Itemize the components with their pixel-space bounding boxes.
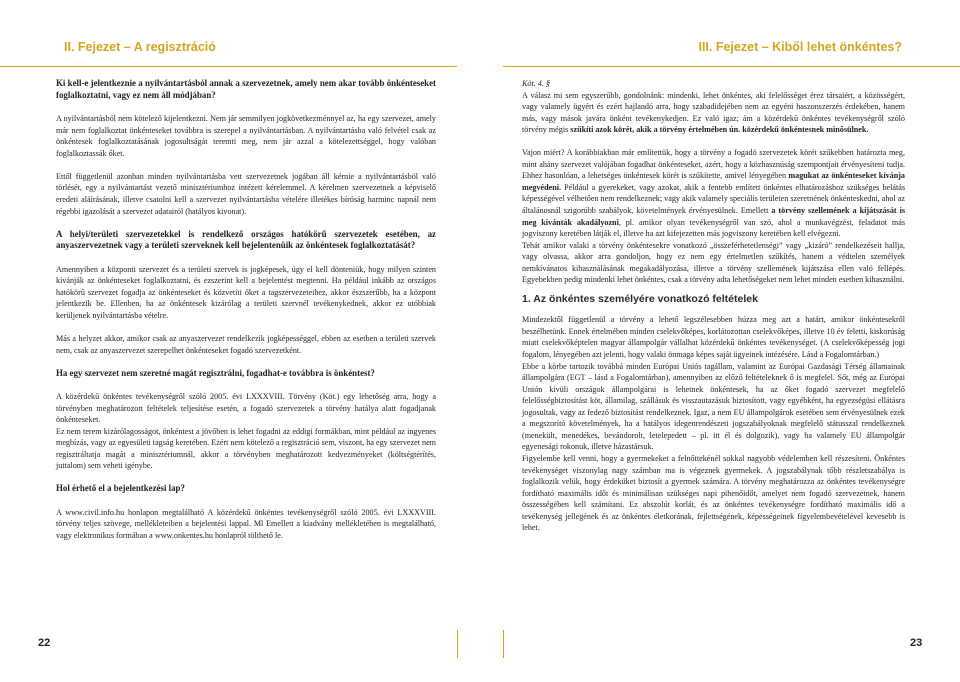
paragraph: Ebbe a körbe tartozik továbbá minden Európai Uniós tagállam, valamint az Európai Gazdasági Térség államainak állampolgára (EGT – lásd a Fogalomtárban), amennyiben az előző feltételeknek ő is megfelel. Sőt, még az Európai Unión kívüli országok állampolgárai is lehetnek önkéntesek, ha az őket fogadó szervezet megfelelő felelősségbiztosítást köt, államilag, szállásuk és visszautazásuk biztosított, vagy egyébként, ha egyezségüsi ellátásra jogosultak, vagy az fedező biztosítást rendelkeznek. Igaz, a nem EU állampolgárok esetében sem érvényesülnek ezek a megszorító követelmények, ha a hatályos idegenrendészeti jogszabályoknak megfelelő státusszal rendelkeznek (menekült, menedékes, bevándorolt, letelepedett – pl. itt él és dolgozik), vagy ha valamely EU állampolgár egyenesági rokonuk, illetve házastársuk.: [522, 361, 905, 452]
footer-rule-left: [457, 630, 458, 658]
paragraph: A nyilvántartásból nem kötelező kijelentkezni. Nem jár semmilyen jogkövetkezménnyel az, ha egy szervezet, amely már nem foglalkoztat önkénteseket továbbra is szerepel a nyilvántartásban. A nyilvántartásba való felvétel csak az önkéntesek foglalkoztatásának jogosultságát teremti meg, nem jár azzal a kötelezettséggel, hogy valóban foglalkoztassák őket.: [56, 114, 436, 158]
chapter-header-left: II. Fejezet – A regisztráció: [64, 40, 216, 54]
emphasis-text: szűkíti azok körét, akik a törvény értelmében ún. közérdekű önkéntesnek minősülnek.: [570, 125, 869, 135]
header-rule-left: [0, 66, 457, 67]
emphasis-text: a törvény szellemének a kijátszását is meg kívánták akadályozni: [522, 206, 905, 227]
paragraph-text: Vajon miért? A korábbiakban már említettük, hogy a törvény a fogadó szervezetek körét szűkebben határozta meg, mint ahány szervezet valójában fogadhat önkénteseket, azért, hogy a közhasznúság szempontjait érvényesíteni tudja. Ehhez hasonlóan, a lehetséges önkéntesek körét is szűkítette, amivel lényegében: [522, 148, 905, 181]
paragraph: Ez nem terem kizárólagosságot, önkéntest a jövőben is lehet fogadni az eddigi formákban, mint például az ingyenes megbízás, vagy az egyesületi tagság keretében. Ezért nem kötelező a regisztráció sem, viszont, ha egy szervezet nem regisztráltatja magát a minisztériumnál, akkor a törvényben meghatározott kedvezményeket (költségtérítés, juttalom) sem veheti igénybe.: [56, 426, 436, 471]
paragraph: [522, 147, 905, 239]
question-heading: Hol érhető el a bejelentkezési lap?: [56, 483, 185, 494]
page-number-left: 22: [38, 637, 51, 649]
chapter-header-right: III. Fejezet – Kiből lehet önkéntes?: [698, 40, 902, 54]
right-page-column: [522, 78, 905, 534]
paragraph: [522, 90, 905, 136]
question-heading: Ha egy szervezet nem szeretné magát regisztrálni, fogadhat-e továbbra is önkéntest?: [56, 367, 375, 378]
law-reference: Köt. 4. §: [522, 79, 550, 88]
paragraph: A közérdekű önkéntes tevékenységről szóló 2005. évi LXXXVIII. Törvény (Köt.) egy lehetőség arra, hogy a törvényben meghatározott feltételek teljesítése esetén, a fogadó szervezetek a törvény hatálya alatt fogadjanak önkénteseket.: [56, 392, 436, 425]
section-heading: 1. Az önkéntes személyére vonatkozó feltételek: [522, 292, 758, 305]
paragraph: Más a helyzet akkor, amikor csak az anyaszervezet rendelkezik jogképességgel, ebben az esetben a területi szervek nem, csak az anyaszervezet szerepelhet önkénteseket fogadó szervezetként.: [56, 334, 436, 355]
question-heading: Ki kell-e jelentkeznie a nyilvántartásból annak a szervezetnek, amely nem akar tovább önkénteseket foglalkoztatni, vagy ez nem áll módjában?: [56, 78, 436, 100]
paragraph: Amennyiben a központi szervezet és a területi szervek is jogképesek, úgy el kell dönteniük, hogy milyen szinten kívánják az önkénteseket foglalkoztatni, és ezszerint kell a bejelentést megtenni. Ha például inkább az országos hatókörű szervezet fogadja az önkénteseket és közvetíti őket a tagszervezeteihez, akkor észszerűbb, ha a központ jelentkezik be. Ellenben, ha az önkéntesek kizárólag a területi szervnél tevékenykednek, akkor ez utóbbiak kerüljenek nyilvántartásba vételre.: [56, 264, 436, 320]
emphasis-text: magukat az önkénteseket kívánja megvédeni.: [522, 171, 905, 192]
question-heading: A helyi/területi szervezetekkel is rendelkező országos hatókörű szervezetek esetében, az anyaszervezetnek vagy a területi szerveknek kell bejelentenüik az önkéntesek foglalkoztatását?: [56, 228, 436, 251]
paragraph: A www.civil.info.hu honlapon megtalálható A közérdekű önkéntes tevékenységről szóló 2005. évi LXXXVIII. törvény teljes szövege, mellékleteiben a bejelentési lappal. Ml Emellett a kiadvány mellékletében is megtalálható, vagy elektronikus formában a www.onkentes.hu honlapról tölthető le.: [56, 507, 436, 540]
paragraph-text: A válasz mi sem egyszerűbb, gondolnánk: mindenki, lehet önkéntes, aki felelősséget érez társaiért, a közösségért, vagy valamely ügyért és ezért hajlandó arra, hogy szabadidejében nem az egyéni haszonszerzés érdekében, hanem más, vagy mások javára önként tevékenykedjen. Ez való igaz; ám a közérdekű önkéntes tevékenységről szóló törvény mégis: [522, 90, 905, 135]
paragraph-text: Például a gyerekeket, vagy azokat, akik a fentebb említett önkéntes elhatározáshoz szükséges belátás képességével vélhetően nem rendelkeznek; vagy akik valamely speciális területen szeretnének önkénteskedni, ahol az általánosnál szigorúbb szabályok, követelmények érvényesülnek. Emellett: [522, 182, 906, 216]
paragraph: Mindezektől függetlenül a törvény a lehető legszélesebben húzza meg azt a határt, amikor önkéntesekről beszélhetünk. Ennek értelmében minden cselekvőképes, korlátozottan cselekvőképes, illetve 10 év feletti, kiskorúság miatt cselekvőképtelen magyar állampolgár vállalhat közérdekű önkéntes tevékenységet. (A cselekvőképesség jogi fogalom, lényegében azt jelenti, hogy valaki önmaga képes saját ügyeinek intézésére. Lásd a Fogalomtárban.): [522, 315, 905, 360]
paragraph: Figyelembe kell venni, hogy a gyermekeket a felnőttekénél sokkal nagyobb védelemben kell részesíteni. Önkéntes tevékenységet viszonylag nagy számban ma is végeznek gyermekek. A jogszabálynak tőbb részletszabálya is foglalkozik velük, hogy érdeküket biztosít a gyermek számára. A törvény meghatározza az önkéntes tevékenységre fordítható maximális időt és minimálisan szükséges napi pihenőidőt, amelyet nem fogadó szervezetnek, hanem összességében kell számítani. Ez abszolút korlát, és az önkéntes tevékenységre fordítható maximális idő a tevékenység jellegének és az önkéntes életkorának, fejlettségének, képességeinek figyelembevételével kevesebb is lehet.: [522, 453, 905, 533]
paragraph: Ettől függetlenül azonban minden nyilvántartásba vett szervezetnek jogában áll kérnie a nyilvántartásból való törlését, egy a nyilvántartást vezető minisztériumhoz intézett kérelemmel. A kérelmen szervezetnek a képviselő eredeti aláírásának, illetve csatolni kell a szervezet nyilvántartásba vételére illetékes bíróság harminc napnál nem régebbi igazolását a szervezet adatairól (hatályos kivonat).: [56, 171, 436, 216]
left-page-column: [56, 78, 436, 541]
paragraph: Tehát amikor valaki a törvény önkéntesekre vonatkozó „összeférhetetlenségi” vagy „kizáró” rendelkezéseit hallja, vagy olvassa, akkor arra gondoljon, hogy ez nem egy értelmetlen szűkítés, hanem a védtelen személyek nemkívánatos kihasználásának megakadályozása, illetve a törvény szellemének kijátszása ellen való fellépés. Egyebekben pedig mindenki lehet önkéntes, csak a törvény adta lehetőségeket nem lehet minden esetben kihasználni.: [522, 240, 905, 285]
header-rule-right: [503, 66, 960, 67]
paragraph-text: , pl. amikor olyan tevékenységről van szó, ahol a munkavégzést, feladatot más jogviszony keretében látják el, illetve ha azt kifejezetten más jogviszony keretében kell elvégezni.: [522, 217, 906, 239]
page-number-right: 23: [910, 637, 923, 649]
footer-rule-right: [503, 630, 504, 658]
